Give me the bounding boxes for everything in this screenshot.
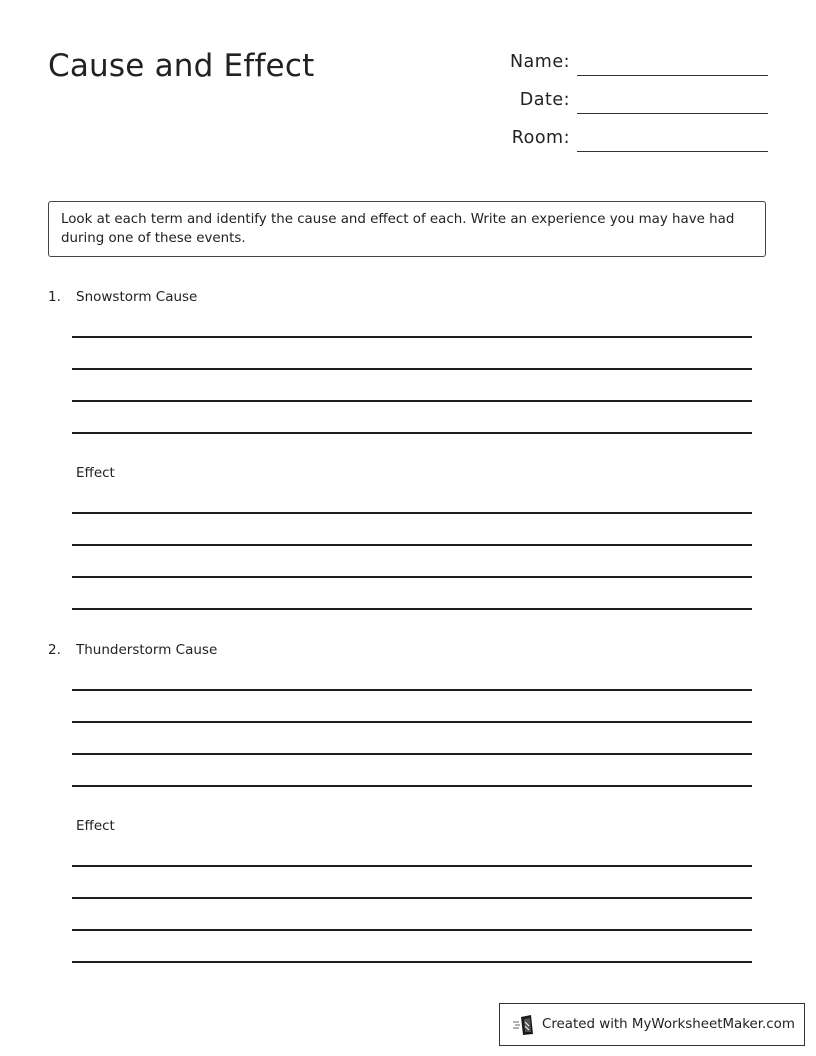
question-effect-label: Effect	[76, 465, 115, 481]
instructions-box: Look at each term and identify the cause and effect of each. Write an experience you may have had during one of these events.	[48, 201, 766, 257]
question-effect-label: Effect	[76, 818, 115, 834]
answer-line[interactable]	[72, 336, 752, 338]
answer-line[interactable]	[72, 689, 752, 691]
answer-line[interactable]	[72, 576, 752, 578]
date-field[interactable]	[577, 113, 768, 114]
answer-line[interactable]	[72, 544, 752, 546]
question-number: 1.	[48, 289, 61, 305]
answer-line[interactable]	[72, 929, 752, 931]
answer-line[interactable]	[72, 400, 752, 402]
name-field[interactable]	[577, 75, 768, 76]
answer-line[interactable]	[72, 608, 752, 610]
room-field[interactable]	[577, 151, 768, 152]
question-number: 2.	[48, 642, 61, 658]
answer-line[interactable]	[72, 753, 752, 755]
footer-badge[interactable]	[499, 1003, 805, 1046]
answer-line[interactable]	[72, 865, 752, 867]
answer-line[interactable]	[72, 897, 752, 899]
answer-line[interactable]	[72, 721, 752, 723]
answer-line[interactable]	[72, 785, 752, 787]
answer-line[interactable]	[72, 432, 752, 434]
page-title: Cause and Effect	[48, 48, 315, 84]
answer-line[interactable]	[72, 961, 752, 963]
worksheet-maker-logo-icon	[512, 1014, 536, 1036]
question-cause-label: Snowstorm Cause	[76, 289, 198, 305]
question-cause-label: Thunderstorm Cause	[76, 642, 218, 658]
footer-text: Created with MyWorksheetMaker.com	[542, 1017, 795, 1032]
name-label: Name:	[509, 52, 570, 72]
answer-line[interactable]	[72, 512, 752, 514]
room-label: Room:	[511, 128, 570, 148]
answer-line[interactable]	[72, 368, 752, 370]
date-label: Date:	[519, 90, 570, 110]
